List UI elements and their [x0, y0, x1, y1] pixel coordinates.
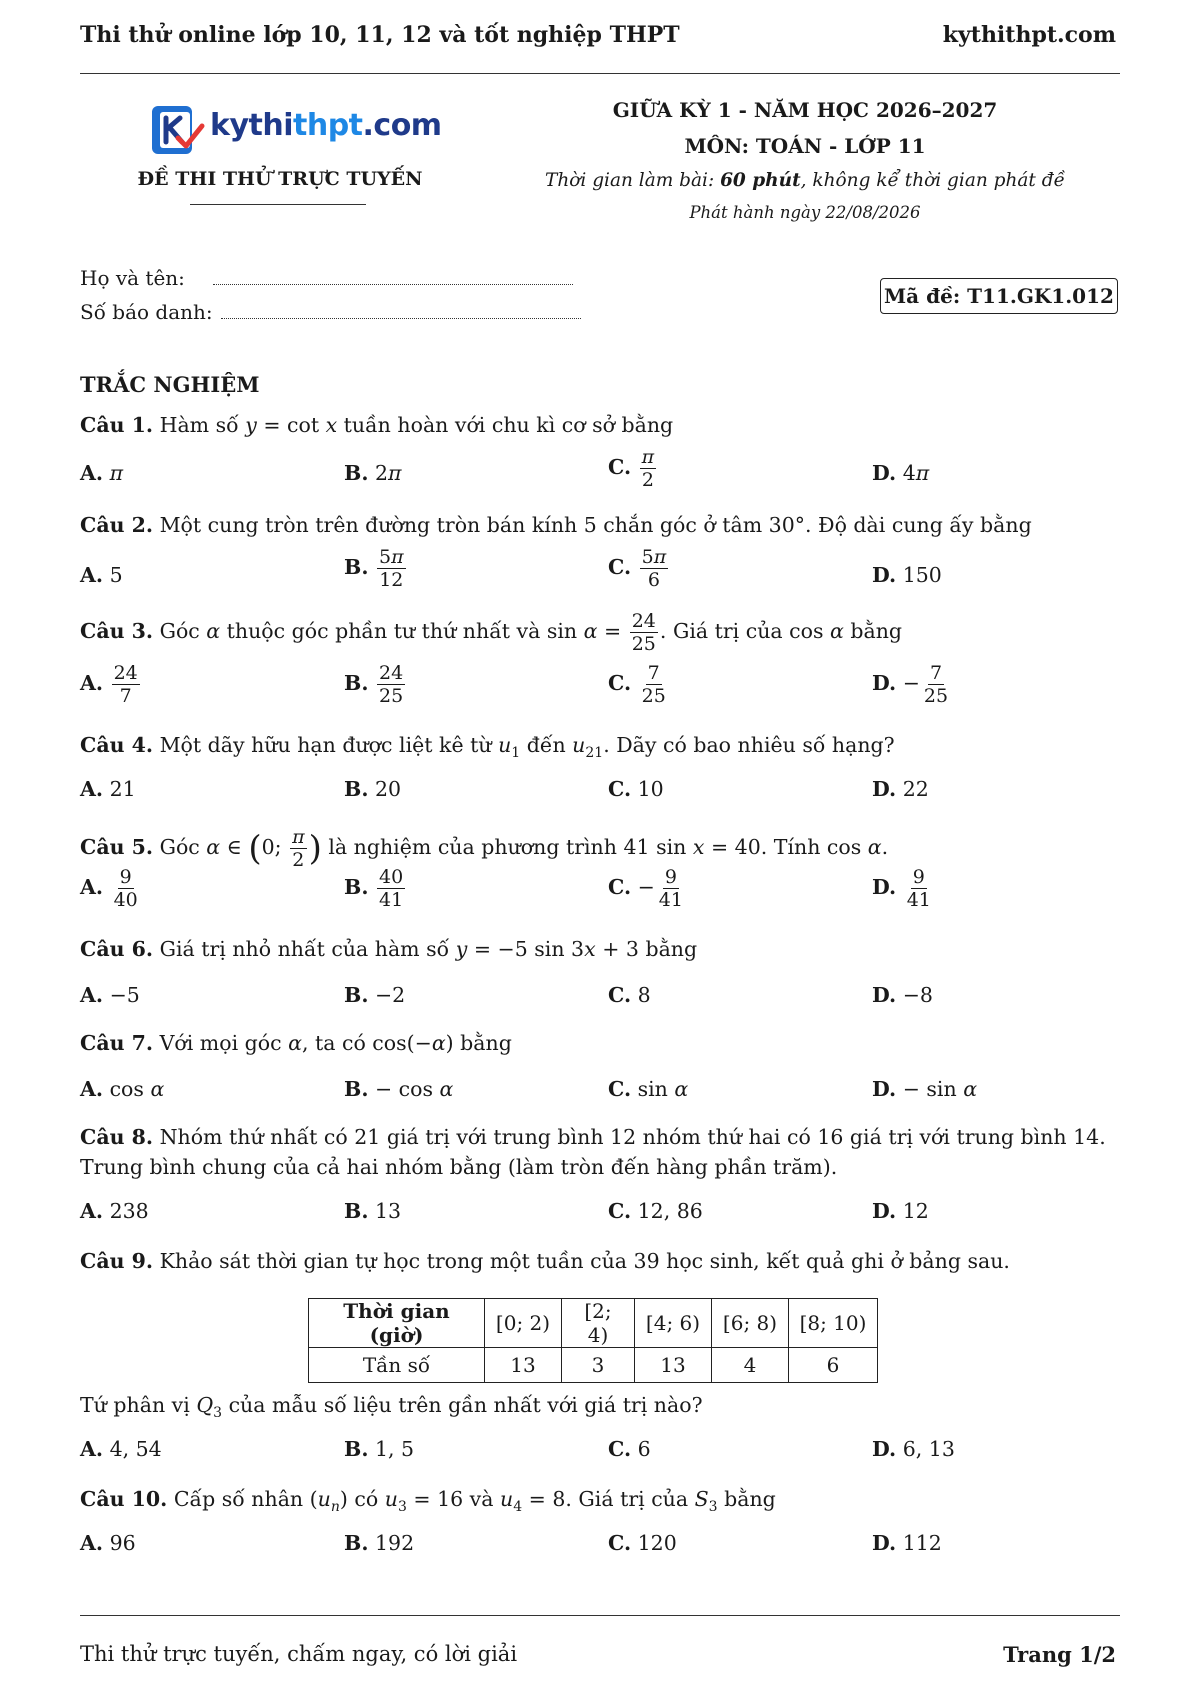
site-logo: [150, 100, 442, 160]
q4-option-b[interactable]: B. 20: [344, 777, 402, 801]
q10-option-a[interactable]: A. 96: [80, 1531, 136, 1555]
q5-option-a[interactable]: A. $\frac{9}{40}$: [80, 866, 138, 911]
table-cell: Tần số: [309, 1348, 485, 1383]
q9-option-c[interactable]: C. 6: [608, 1437, 651, 1461]
q6-option-b[interactable]: B. −2: [344, 983, 406, 1007]
question-8: Câu 8. Nhóm thứ nhất có 21 giá trị với trung bình 12 nhóm thứ hai có 16 giá trị với trung bình 14. Trung bình chung của cả hai nhóm bằng (làm tròn đến hàng phần trăm).: [80, 1125, 1106, 1179]
q7-option-c[interactable]: C. sin α: [608, 1077, 689, 1101]
question-9: Câu 9. Khảo sát thời gian tự học trong một tuần của 39 học sinh, kết quả ghi ở bảng sau.: [80, 1249, 1010, 1273]
logo-subtitle: ĐỀ THI THỬ TRỰC TUYẾN: [137, 168, 423, 190]
id-field[interactable]: [221, 302, 581, 319]
logo-icon: [150, 102, 206, 158]
q4-option-c[interactable]: C. 10: [608, 777, 664, 801]
table-cell: 4: [712, 1348, 789, 1383]
q10-option-b[interactable]: B. 192: [344, 1531, 415, 1555]
q8-option-b[interactable]: B. 13: [344, 1199, 402, 1223]
name-label: Họ và tên:: [80, 266, 185, 290]
q8-option-c[interactable]: C. 12, 86: [608, 1199, 703, 1223]
exam-subject: MÔN: TOÁN - LỚP 11: [684, 134, 926, 158]
table-cell: [2; 4): [562, 1299, 635, 1348]
data-table: [308, 1298, 878, 1383]
table-cell: [6; 8): [712, 1299, 789, 1348]
q7-option-a[interactable]: A. cos α: [80, 1077, 165, 1101]
exam-time: Thời gian làm bài: 60 phút, không kể thời gian phát đề: [545, 170, 1065, 191]
exam-release: Phát hành ngày 22/08/2026: [689, 203, 921, 222]
q3-option-c[interactable]: C. $\frac{7}{25}$: [608, 662, 666, 707]
q2-option-d[interactable]: D. 150: [872, 563, 942, 587]
table-row: [309, 1348, 878, 1383]
question-2: Câu 2. Một cung tròn trên đường tròn bán kính 5 chắn góc ở tâm 30°. Độ dài cung ấy bằng: [80, 513, 1032, 537]
q5-option-d[interactable]: D. $\frac{9}{41}$: [872, 866, 931, 911]
q1-option-c[interactable]: C. $\frac{\pi}{2}$: [608, 446, 655, 491]
header-rule: [80, 73, 1120, 74]
q2-option-a[interactable]: A. 5: [80, 563, 123, 587]
name-row: [80, 266, 573, 290]
question-4: Câu 4. Một dãy hữu hạn được liệt kê từ $u_1$ đến $u_{21}$. Dãy có bao nhiêu số hạng?: [80, 733, 895, 762]
q5-option-b[interactable]: B. $\frac{40}{41}$: [344, 866, 404, 911]
q9-option-d[interactable]: D. 6, 13: [872, 1437, 955, 1461]
q3-option-b[interactable]: B. $\frac{24}{25}$: [344, 662, 404, 707]
q1-option-a[interactable]: A. π: [80, 461, 124, 485]
logo-wordmark: kythithpt.com: [210, 108, 442, 143]
question-3: Câu 3. Góc α thuộc góc phần tư thứ nhất và sin α = $\frac{24}{25}$ . Giá trị của cos α bằng: [80, 610, 903, 655]
exam-title: GIỮA KỲ 1 - NĂM HỌC 2026–2027: [612, 98, 998, 122]
table-cell: [8; 10): [789, 1299, 878, 1348]
table-cell: [4; 6): [635, 1299, 712, 1348]
question-6: Câu 6. Giá trị nhỏ nhất của hàm số y = −5 sin 3x + 3 bằng: [80, 937, 698, 961]
footer-rule: [80, 1615, 1120, 1616]
q2-option-b[interactable]: B. $\frac{5\pi}{12}$: [344, 546, 404, 591]
q3-option-a[interactable]: A. $\frac{24}{7}$: [80, 662, 138, 707]
section-title: TRẮC NGHIỆM: [80, 372, 260, 397]
q7-option-b[interactable]: B. − cos α: [344, 1077, 454, 1101]
table-cell: 13: [635, 1348, 712, 1383]
q1-option-b[interactable]: B. 2π: [344, 461, 402, 485]
q2-option-c[interactable]: C. $\frac{5\pi}{6}$: [608, 546, 667, 591]
name-field[interactable]: [213, 268, 573, 285]
table-cell: 13: [485, 1348, 562, 1383]
header-site[interactable]: kythithpt.com: [942, 22, 1116, 48]
exam-code-box: Mã đề: T11.GK1.012: [880, 278, 1118, 314]
question-1: Câu 1. Hàm số y = cot x tuần hoàn với chu kì cơ sở bằng: [80, 413, 674, 437]
q5-option-c[interactable]: C. − $\frac{9}{41}$: [608, 866, 683, 911]
table-cell: [0; 2): [485, 1299, 562, 1348]
question-5: Câu 5. Góc α ∈ (0; $\frac{\pi}{2}$ ) là nghiệm của phương trình 41 sin x = 40. Tính cos α.: [80, 826, 889, 871]
q4-option-d[interactable]: D. 22: [872, 777, 929, 801]
q9-option-b[interactable]: B. 1, 5: [344, 1437, 415, 1461]
q6-option-c[interactable]: C. 8: [608, 983, 651, 1007]
id-row: [80, 300, 581, 324]
footer-tagline: Thi thử trực tuyến, chấm ngay, có lời giải: [80, 1642, 518, 1666]
id-label: Số báo danh:: [80, 300, 213, 324]
q7-option-d[interactable]: D. − sin α: [872, 1077, 978, 1101]
header-title: Thi thử online lớp 10, 11, 12 và tốt nghiệp THPT: [80, 22, 680, 48]
table-cell: Thời gian (giờ): [309, 1299, 485, 1348]
page-number: Trang 1/2: [1003, 1642, 1116, 1667]
question-10: Câu 10. Cấp số nhân $(u_n)$ có $u_3 = 16$ và $u_4 = 8$. Giá trị của $S_3$ bằng: [80, 1487, 776, 1516]
q10-option-c[interactable]: C. 120: [608, 1531, 677, 1555]
q9-option-a[interactable]: A. 4, 54: [80, 1437, 162, 1461]
subtitle-rule: [190, 204, 366, 205]
question-7: Câu 7. Với mọi góc α, ta có cos(−α) bằng: [80, 1031, 512, 1055]
table-header-row: [309, 1299, 878, 1348]
q3-option-d[interactable]: D. − $\frac{7}{25}$: [872, 662, 949, 707]
q8-option-d[interactable]: D. 12: [872, 1199, 929, 1223]
q6-option-a[interactable]: A. −5: [80, 983, 140, 1007]
q8-option-a[interactable]: A. 238: [80, 1199, 149, 1223]
table-cell: 6: [789, 1348, 878, 1383]
q4-option-a[interactable]: A. 21: [80, 777, 136, 801]
q1-option-d[interactable]: D. 4π: [872, 461, 930, 485]
question-9-prompt: Tứ phân vị $Q_3$ của mẫu số liệu trên gần nhất với giá trị nào?: [80, 1393, 703, 1422]
q6-option-d[interactable]: D. −8: [872, 983, 933, 1007]
q10-option-d[interactable]: D. 112: [872, 1531, 942, 1555]
table-cell: 3: [562, 1348, 635, 1383]
